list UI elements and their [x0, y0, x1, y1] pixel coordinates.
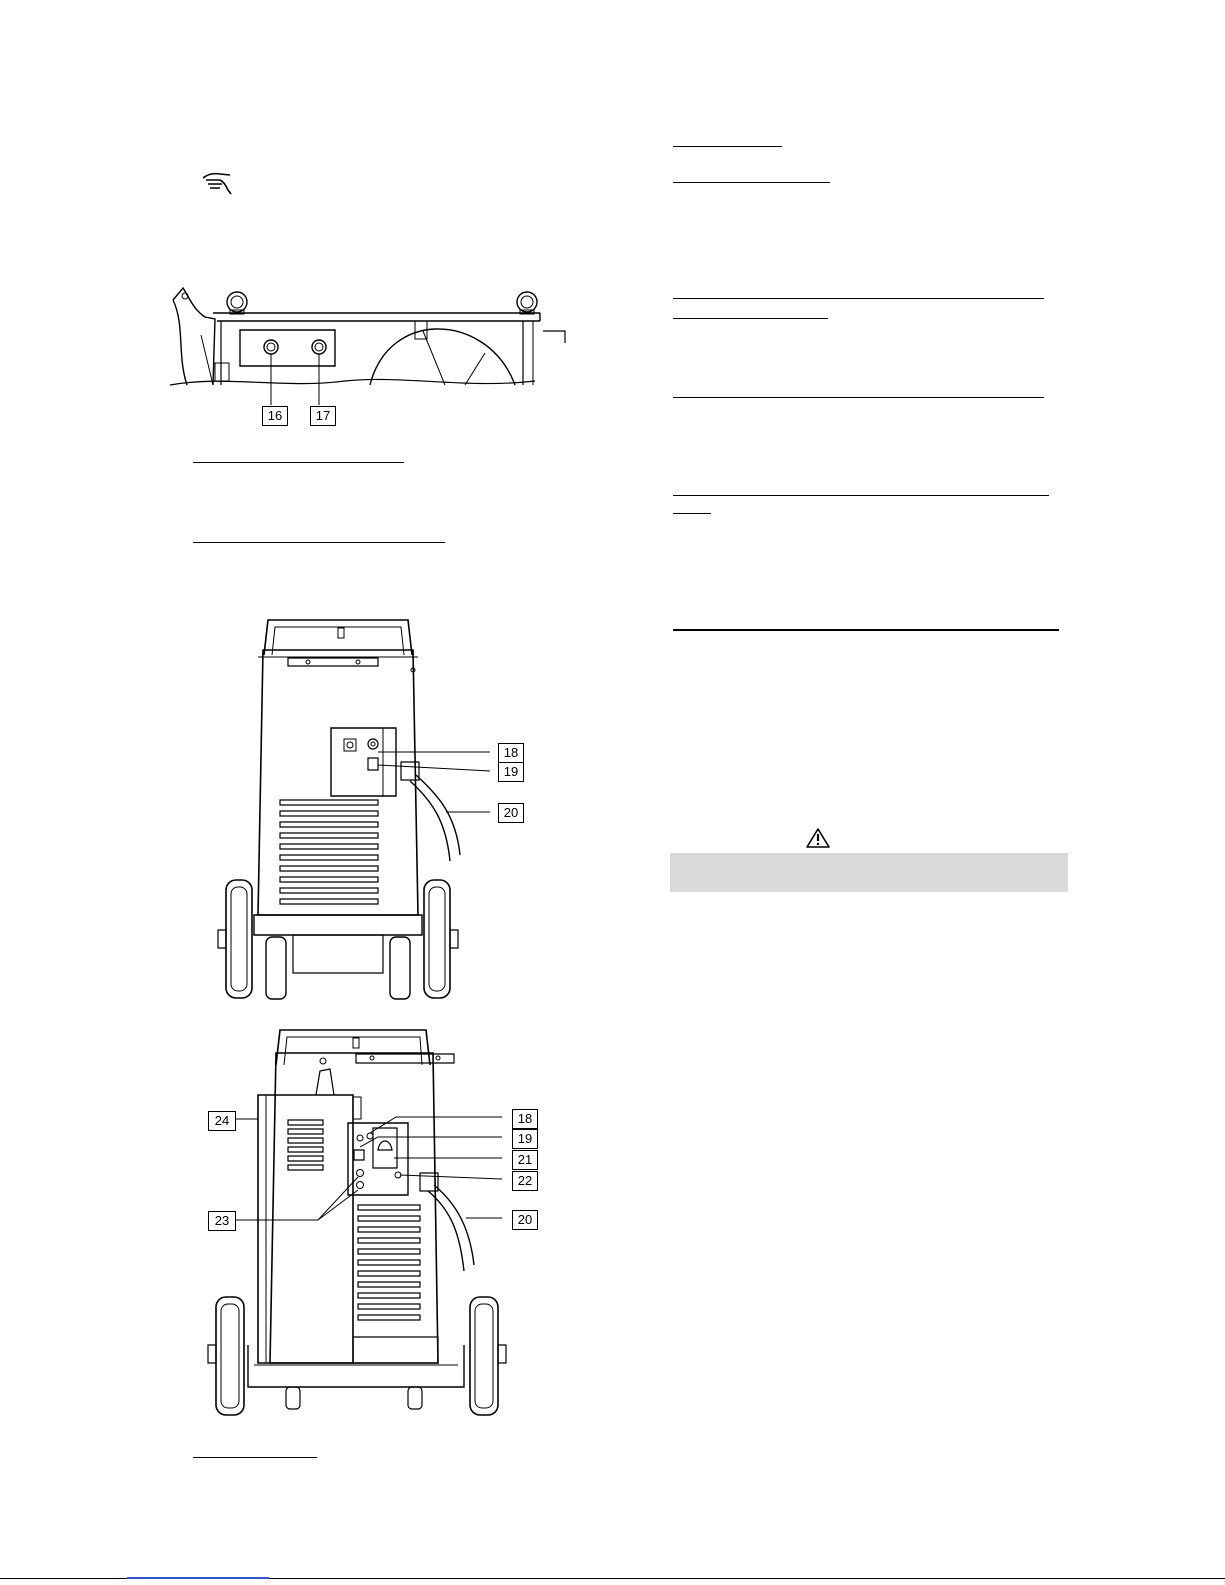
wire-feeder-diagram: [165, 285, 580, 400]
heading-underline: [673, 298, 1044, 299]
heading-underline: [673, 629, 1059, 631]
callout-23: 23: [208, 1211, 236, 1231]
heading-underline: [673, 513, 711, 514]
hand-pointing-icon: [200, 170, 234, 196]
callout-19: 19: [512, 1129, 538, 1149]
heading-underline: [673, 495, 1049, 496]
callout-17: 17: [310, 406, 336, 426]
callout-21: 21: [512, 1150, 538, 1170]
heading-underline: [673, 397, 1044, 398]
power-source-with-cooler-rear-view: [208, 1025, 498, 1425]
callout-22: 22: [512, 1171, 538, 1191]
warning-triangle-icon: [806, 828, 830, 848]
heading-underline: [673, 318, 828, 319]
heading-underline: [673, 182, 830, 183]
callout-18: 18: [512, 1109, 538, 1129]
heading-underline: [193, 542, 445, 543]
callout-16: 16: [262, 406, 288, 426]
callout-20: 20: [498, 803, 524, 823]
callout-24: 24: [208, 1111, 236, 1131]
heading-underline: [193, 462, 404, 463]
callout-18: 18: [498, 743, 524, 763]
callout-20: 20: [512, 1210, 538, 1230]
power-source-rear-view: [218, 615, 468, 1015]
heading-underline: [193, 1457, 317, 1458]
callout-19: 19: [498, 762, 524, 782]
warning-note-bar: [670, 853, 1068, 892]
heading-underline: [673, 146, 782, 147]
footer-link[interactable]: [127, 1577, 269, 1579]
